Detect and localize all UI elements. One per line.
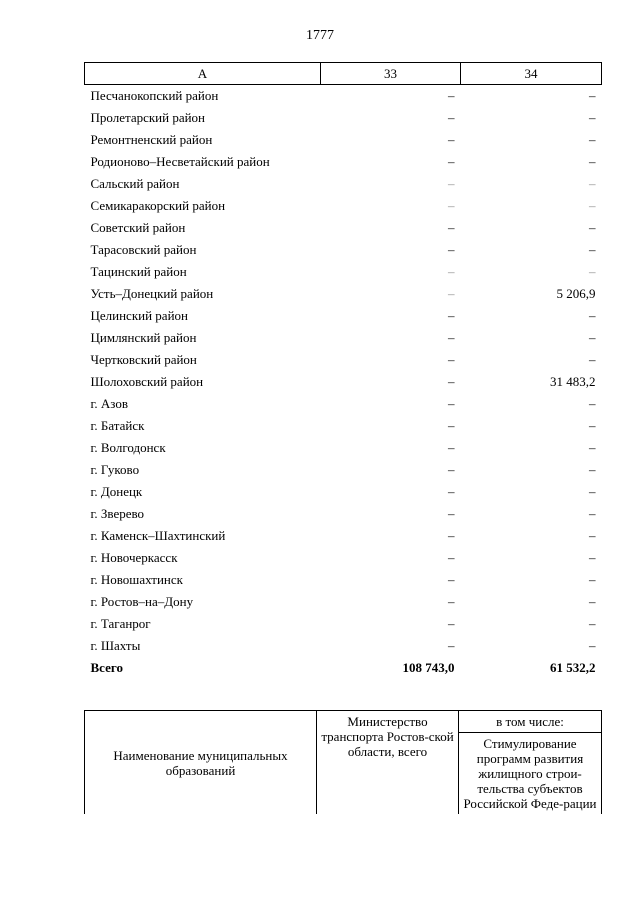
value-col-33: –	[448, 176, 455, 191]
value-col-33: –	[448, 550, 455, 565]
table-row	[85, 349, 602, 371]
district-name: г. Донецк	[90, 484, 143, 499]
total-row	[85, 657, 602, 679]
district-name: г. Ростов–на–Дону	[90, 594, 194, 609]
value-col-34: –	[589, 506, 596, 521]
value-col-34: –	[589, 528, 596, 543]
table-row	[85, 305, 602, 327]
table-row	[85, 415, 602, 437]
district-name: Семикаракорский район	[90, 198, 226, 213]
value-col-34: 5 206,9	[556, 286, 596, 301]
value-col-34: –	[589, 242, 596, 257]
district-name: г. Каменск–Шахтинский	[90, 528, 226, 543]
value-col-34: –	[589, 330, 596, 345]
value-col-33: –	[448, 286, 455, 301]
district-name: г. Новошахтинск	[90, 572, 183, 587]
value-col-34: –	[589, 484, 596, 499]
total-label: Всего	[90, 660, 123, 675]
value-col-33: –	[448, 88, 455, 103]
value-col-34: –	[589, 132, 596, 147]
value-col-33: –	[448, 198, 455, 213]
table-row	[85, 151, 602, 173]
table-row	[85, 503, 602, 525]
table-row	[85, 173, 602, 195]
value-col-34: –	[589, 220, 596, 235]
value-col-34: –	[589, 572, 596, 587]
value-col-34: –	[589, 110, 596, 125]
value-col-34: –	[589, 462, 596, 477]
district-name: Советский район	[90, 220, 186, 235]
header-including: в том числе:	[459, 711, 602, 733]
value-col-34: –	[589, 616, 596, 631]
total-value-33: 108 743,0	[402, 660, 455, 675]
value-col-34: –	[589, 154, 596, 169]
header-col-33: 33	[321, 63, 461, 85]
table-row	[85, 327, 602, 349]
value-col-34: –	[589, 308, 596, 323]
district-name: Ремонтненский район	[90, 132, 213, 147]
header-col-a: А	[85, 63, 321, 85]
total-value-34: 61 532,2	[550, 660, 596, 675]
header-col-34: 34	[461, 63, 602, 85]
value-col-34: –	[589, 550, 596, 565]
table-row	[85, 371, 602, 393]
table-row	[85, 393, 602, 415]
page-number: 1777	[306, 28, 334, 43]
value-col-33: –	[448, 374, 455, 389]
value-col-34: –	[589, 352, 596, 367]
header-ministry-total: Министерство транспорта Ростов-ской области, всего	[317, 711, 459, 815]
district-name: Шолоховский район	[90, 374, 204, 389]
value-col-34: –	[589, 440, 596, 455]
table-row	[85, 635, 602, 657]
value-col-33: –	[448, 264, 455, 279]
table-row	[85, 459, 602, 481]
value-col-34: –	[589, 198, 596, 213]
value-col-33: –	[448, 440, 455, 455]
table-row	[85, 107, 602, 129]
value-col-33: –	[448, 110, 455, 125]
table-row	[85, 239, 602, 261]
district-name: г. Таганрог	[90, 616, 151, 631]
table-row	[85, 569, 602, 591]
table-row	[85, 613, 602, 635]
header-municipal-formations: Наименование муниципальных образований	[85, 711, 317, 815]
next-table-header	[84, 710, 602, 814]
district-name: г. Азов	[90, 396, 128, 411]
table-row	[85, 283, 602, 305]
value-col-33: –	[448, 154, 455, 169]
table-row	[85, 85, 602, 108]
district-name: Пролетарский район	[90, 110, 206, 125]
district-name: г. Батайск	[90, 418, 145, 433]
value-col-33: –	[448, 594, 455, 609]
value-col-33: –	[448, 616, 455, 631]
value-col-33: –	[448, 638, 455, 653]
value-col-33: –	[448, 220, 455, 235]
value-col-33: –	[448, 242, 455, 257]
value-col-33: –	[448, 506, 455, 521]
value-col-34: 31 483,2	[550, 374, 596, 389]
district-name: Целинский район	[90, 308, 188, 323]
value-col-33: –	[448, 396, 455, 411]
value-col-34: –	[589, 264, 596, 279]
value-col-33: –	[448, 572, 455, 587]
district-name: Тацинский район	[90, 264, 187, 279]
value-col-33: –	[448, 352, 455, 367]
value-col-34: –	[589, 396, 596, 411]
table-row	[85, 129, 602, 151]
district-name: г. Шахты	[90, 638, 141, 653]
table-row	[85, 547, 602, 569]
funding-table	[84, 62, 602, 679]
value-col-33: –	[448, 528, 455, 543]
value-col-34: –	[589, 88, 596, 103]
district-name: Чертковский район	[90, 352, 197, 367]
value-col-34: –	[589, 594, 596, 609]
value-col-34: –	[589, 638, 596, 653]
table-row	[85, 591, 602, 613]
district-name: г. Гуково	[90, 462, 140, 477]
district-name: Песчанокопский район	[90, 88, 219, 103]
table-row	[85, 261, 602, 283]
district-name: Цимлянский район	[90, 330, 197, 345]
table-row	[85, 481, 602, 503]
value-col-34: –	[589, 176, 596, 191]
table-row	[85, 525, 602, 547]
value-col-33: –	[448, 418, 455, 433]
district-name: г. Новочеркасск	[90, 550, 178, 565]
value-col-33: –	[448, 330, 455, 345]
district-name: г. Волгодонск	[90, 440, 166, 455]
table-row	[85, 437, 602, 459]
value-col-34: –	[589, 418, 596, 433]
district-name: Тарасовский район	[90, 242, 197, 257]
value-col-33: –	[448, 484, 455, 499]
header-housing-program: Стимулирование программ развития жилищного строи-тельства субъектов Российской Феде-рации	[459, 733, 602, 815]
table-header-row	[85, 63, 602, 85]
district-name: г. Зверево	[90, 506, 145, 521]
table-row	[85, 217, 602, 239]
district-name: Родионово–Несветайский район	[90, 154, 270, 169]
value-col-33: –	[448, 308, 455, 323]
value-col-33: –	[448, 462, 455, 477]
district-name: Сальский район	[90, 176, 180, 191]
district-name: Усть–Донецкий район	[90, 286, 214, 301]
table-row	[85, 195, 602, 217]
value-col-33: –	[448, 132, 455, 147]
